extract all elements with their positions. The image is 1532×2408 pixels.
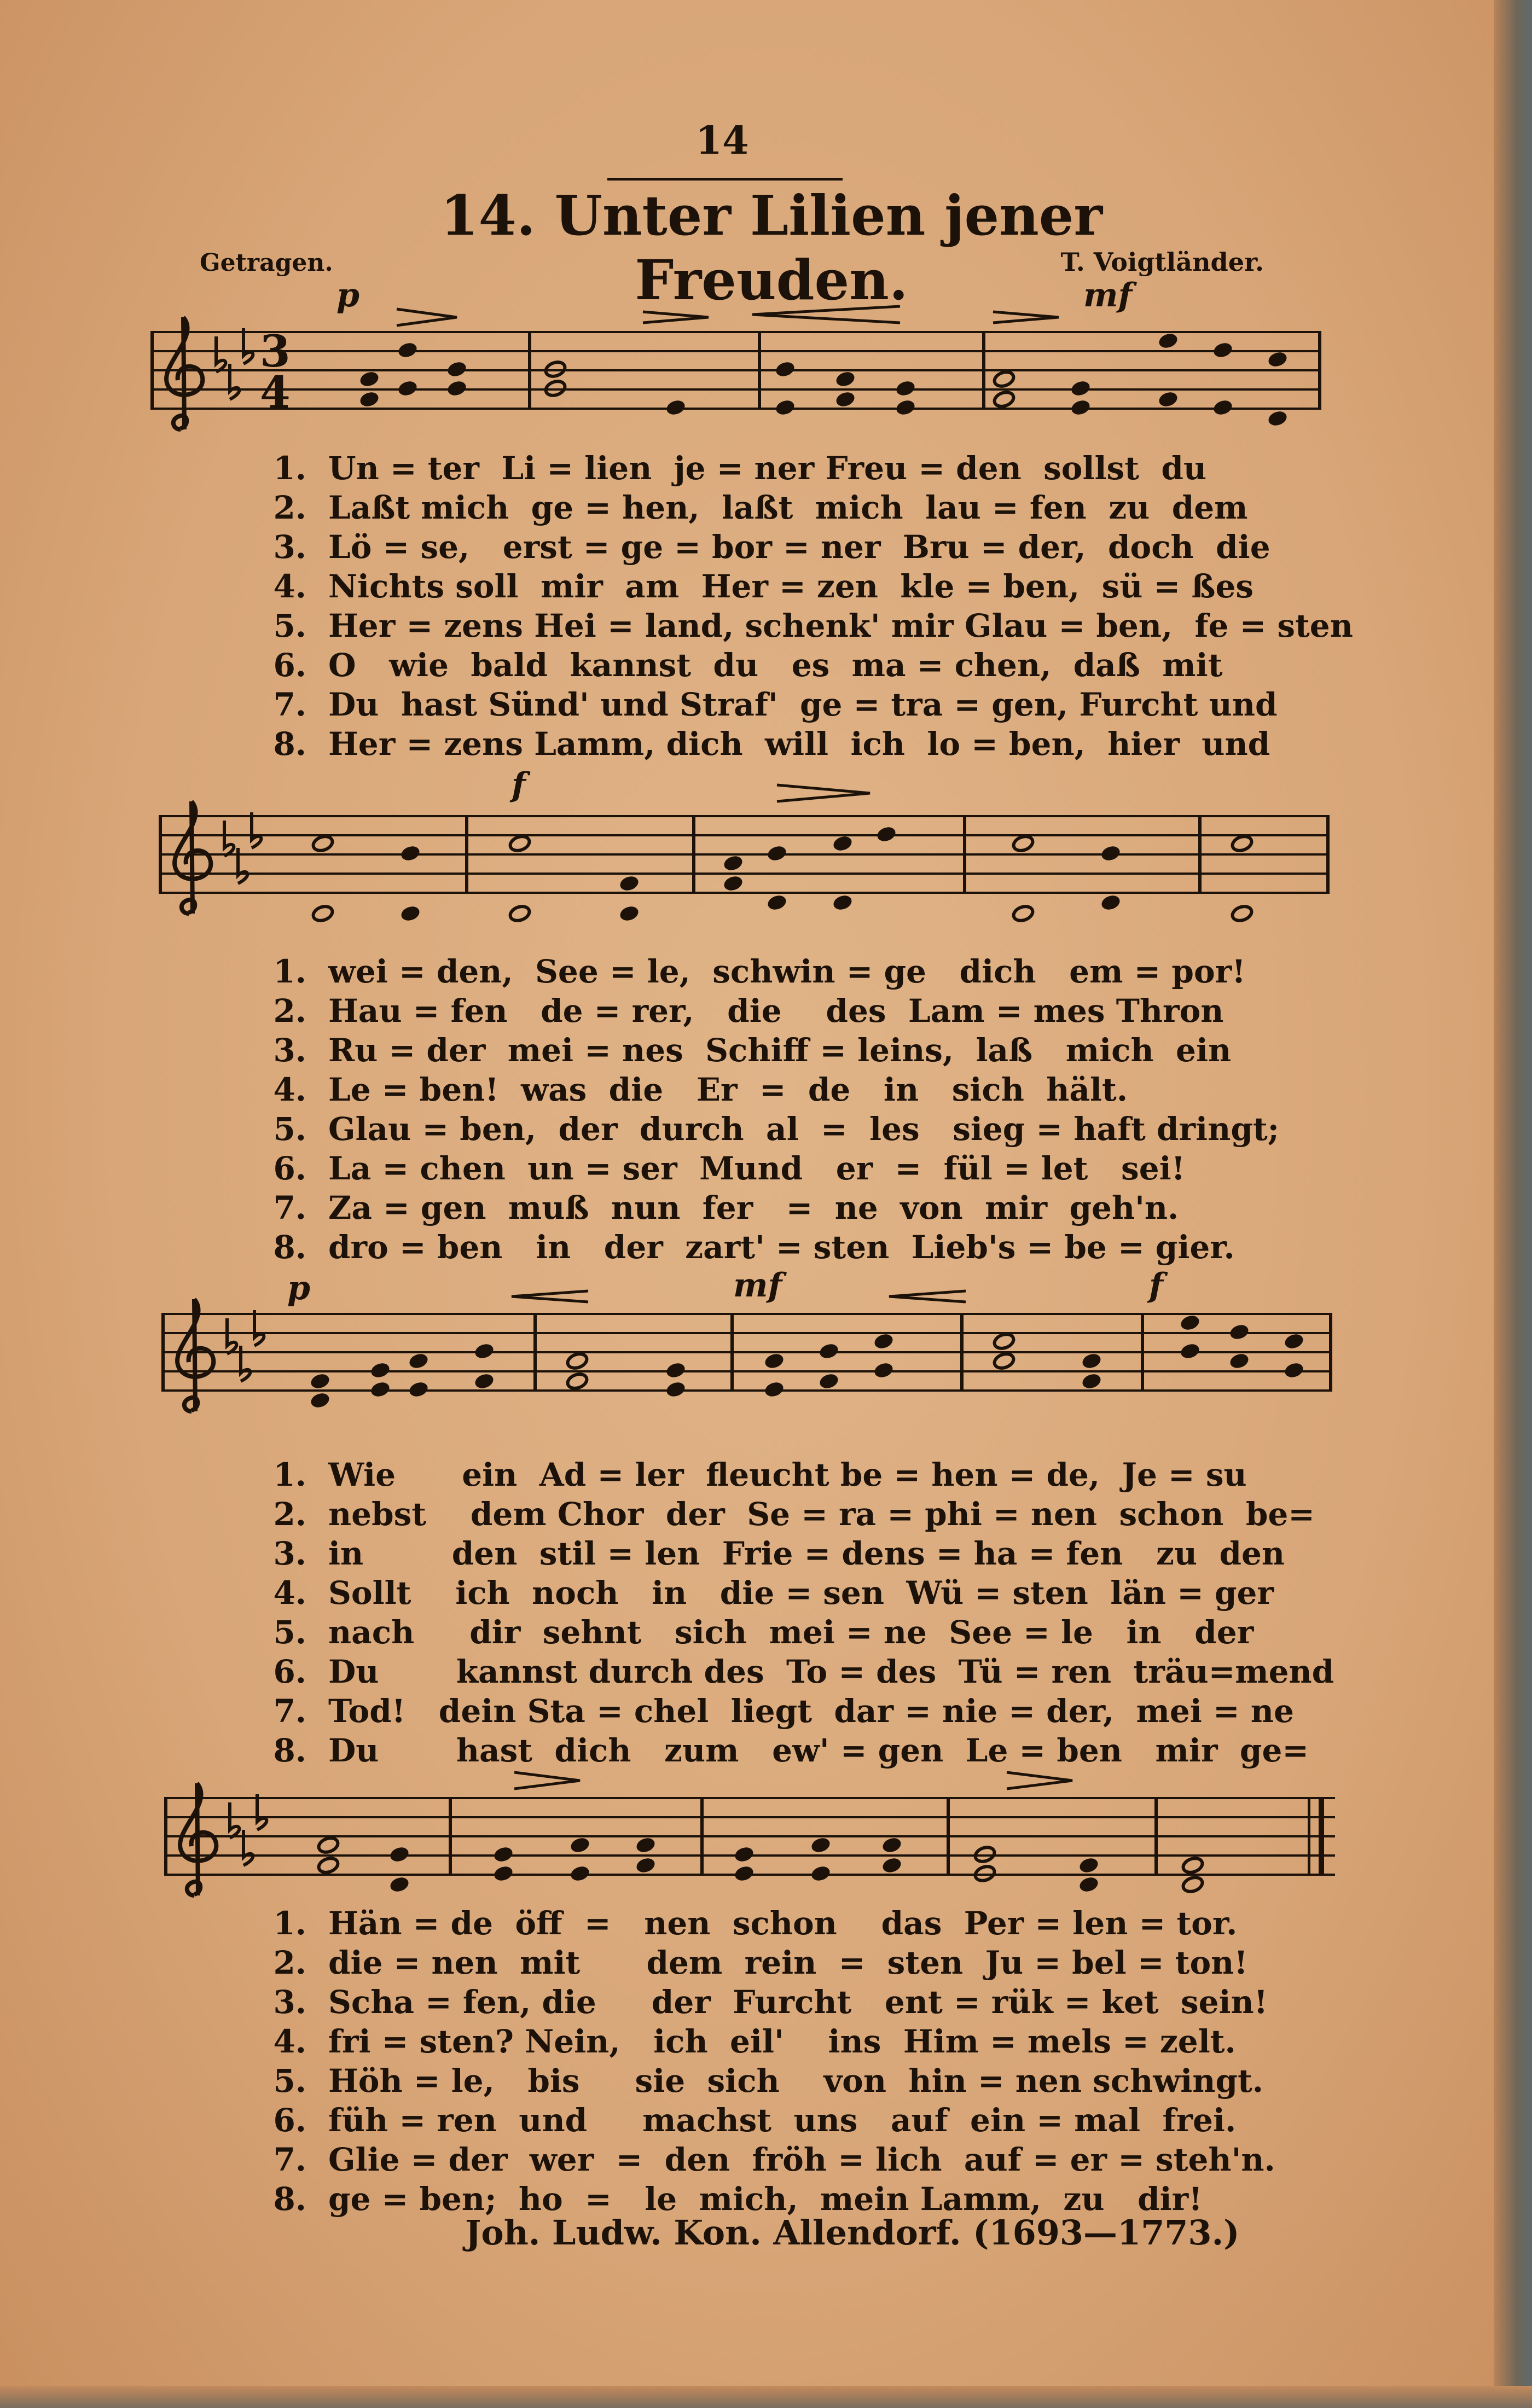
verse-line: 6. La = chen un = ser Mund er = fül = let sei!	[273, 1150, 1186, 1187]
verse-line: 2. die = nen mit dem rein = sten Ju = bel = ton!	[273, 1944, 1248, 1981]
verse-line: 2. Hau = fen de = rer, die des Lam = mes Thron	[273, 992, 1224, 1029]
dynamic-p: p	[287, 1269, 310, 1307]
verse-line: 1. Wie ein Ad = ler fleucht be = hen = de, Je = su	[273, 1456, 1247, 1493]
verse-line: 4. Sollt ich noch in die = sen Wü = sten län = ger	[273, 1574, 1274, 1612]
verse-line: 1. wei = den, See = le, schwin = ge dich em = por!	[273, 953, 1246, 990]
svg-text:4: 4	[260, 367, 291, 418]
verse-line: 4. Nichts soll mir am Her = zen kle = ben, sü = ßes	[273, 568, 1254, 605]
verse-line: 5. Glau = ben, der durch al = les sieg = haft dringt;	[273, 1110, 1280, 1148]
verse-line: 5. Höh = le, bis sie sich von hin = nen schwingt.	[273, 2062, 1263, 2099]
verse-line: 6. O wie bald kannst du es ma = chen, daß mit	[273, 647, 1223, 684]
author-attribution: Joh. Ludw. Kon. Allendorf. (1693—1773.)	[465, 2213, 1240, 2253]
verse-line: 7. Za = gen muß nun fer = ne von mir geh'n.	[273, 1189, 1179, 1226]
verse-line: 8. dro = ben in der zart' = sten Lieb's = be = gier.	[273, 1229, 1235, 1266]
verse-line: 8. Du hast dich zum ew' = gen Le = ben mir ge=	[273, 1732, 1309, 1769]
verse-line: 2. nebst dem Chor der Se = ra = phi = nen schon be=	[273, 1496, 1315, 1533]
verse-line: 6. Du kannst durch des To = des Tü = ren träu=mend	[273, 1653, 1334, 1690]
verse-block-2	[241, 952, 1279, 1267]
tempo-marking: Getragen.	[200, 249, 333, 277]
dynamic-f: f	[1149, 1266, 1163, 1305]
verse-line: 8. Her = zens Lamm, dich will ich lo = ben, hier und	[273, 725, 1270, 763]
composer: T. Voigtländer.	[1060, 247, 1264, 277]
verse-line: 4. fri = sten? Nein, ich eil' ins Him = mels = zelt.	[273, 2023, 1236, 2060]
verse-line: 7. Tod! dein Sta = chel liegt dar = nie = der, mei = ne	[273, 1692, 1294, 1730]
verse-line: 7. Du hast Sünd' und Straf' ge = tra = gen, Furcht und	[273, 686, 1278, 723]
verse-line: 1. Un = ter Li = lien je = ner Freu = den sollst du	[273, 450, 1207, 487]
verse-line: 1. Hän = de öff = nen schon das Per = len = tor.	[273, 1905, 1238, 1942]
dynamic-mf: mf	[1083, 276, 1133, 315]
verse-line: 5. Her = zens Hei = land, schenk' mir Glau = ben, fe = sten	[273, 607, 1353, 644]
verse-line: 2. Laßt mich ge = hen, laßt mich lau = fen zu dem	[273, 489, 1248, 526]
page-number: 14	[695, 118, 749, 163]
svg-text:3: 3	[260, 325, 291, 377]
verse-line: 3. Lö = se, erst = ge = bor = ner Bru = der, doch die	[273, 528, 1270, 566]
verse-line: 3. Scha = fen, die der Furcht ent = rük = ket sein!	[273, 1984, 1268, 2021]
verse-line: 6. füh = ren und machst uns auf ein = mal frei.	[273, 2102, 1237, 2139]
verse-block-4	[241, 1904, 1275, 2219]
verse-line: 7. Glie = der wer = den fröh = lich auf = er = steh'n.	[273, 2141, 1275, 2178]
dynamic-f: f	[512, 766, 526, 804]
dynamic-p: p	[336, 276, 359, 315]
dynamic-mf: mf	[733, 1266, 782, 1305]
verse-line: 3. in den stil = len Frie = dens = ha = fen zu den	[273, 1535, 1285, 1572]
verse-line: 5. nach dir sehnt sich mei = ne See = le in der	[273, 1614, 1254, 1651]
verse-block-1	[241, 449, 1353, 764]
verse-line: 4. Le = ben! was die Er = de in sich hält.	[273, 1071, 1128, 1108]
verse-line: 8. ge = ben; ho = le mich, mein Lamm, zu dir!	[273, 2180, 1203, 2218]
hymn-title: 14. Unter Lilien jener Freuden.	[440, 183, 1103, 312]
verse-line: 3. Ru = der mei = nes Schiff = leins, laß mich ein	[273, 1032, 1232, 1069]
verse-block-3	[241, 1455, 1334, 1770]
